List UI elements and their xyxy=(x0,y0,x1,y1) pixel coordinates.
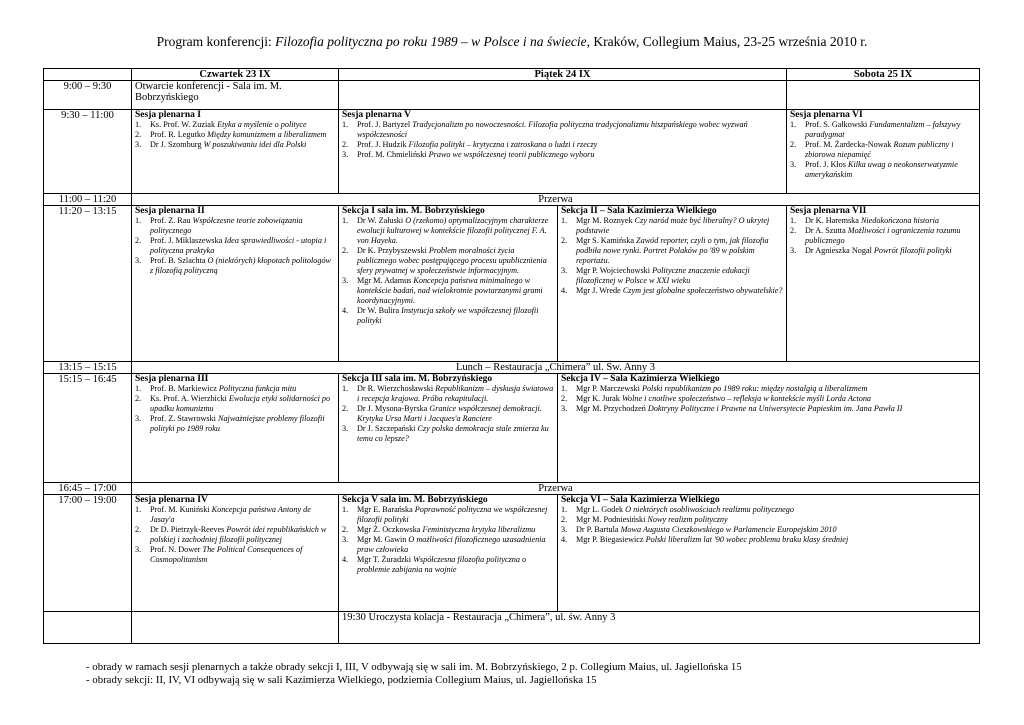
talk-number: 1. xyxy=(342,216,349,225)
speaker-name: Mgr J. Wrede xyxy=(576,286,623,295)
talk-title: Prawo we współczesnej teorii publicznego wyboru xyxy=(428,150,595,159)
speaker-name: Prof. B. Szlachta xyxy=(150,256,208,265)
talk-item xyxy=(790,246,976,256)
talk-item xyxy=(342,384,554,404)
footnotes xyxy=(86,661,742,687)
time-slot: 15:15 – 16:45 xyxy=(44,374,132,483)
speaker-name: Ks. Prof. A. Wierzbicki xyxy=(150,394,229,403)
schedule-table xyxy=(43,68,980,644)
speaker-name: Mgr M. Podniesiński xyxy=(576,515,648,524)
speaker-name: Mgr L. Godek xyxy=(576,505,626,514)
talk-item xyxy=(135,236,335,256)
session-title: Sesja plenarna IV xyxy=(135,495,208,505)
day-friday: Piątek 24 IX xyxy=(339,69,787,81)
talk-list xyxy=(135,505,335,565)
session-cell xyxy=(132,206,339,362)
speaker-name: Mgr P. Marczewski xyxy=(576,384,642,393)
talk-number: 1. xyxy=(135,505,142,514)
talk-item xyxy=(342,140,783,150)
talk-number: 1. xyxy=(135,216,142,225)
speaker-name: Dr J. Mysona-Byrska xyxy=(357,404,430,413)
speaker-name: Prof. Z. Rau xyxy=(150,216,193,225)
talk-title: Granice współczesnej demokracji. Krytyka Ursa Marti i Jacques'a Ranciere xyxy=(357,404,542,423)
session-title: Sesja plenarna VI xyxy=(790,110,863,120)
talk-title: Fundamentalizm – fałszywy paradygmat xyxy=(805,120,961,139)
talk-number: 4. xyxy=(342,555,349,564)
talk-item xyxy=(342,525,554,535)
header-row xyxy=(44,69,980,81)
talk-item xyxy=(790,140,976,160)
session-cell xyxy=(339,206,558,362)
session-title: Sesja plenarna III xyxy=(135,374,209,384)
talk-title: Feministyczna krytyka liberalizmu xyxy=(422,525,536,534)
talk-number: 2. xyxy=(342,246,349,255)
talk-number: 2. xyxy=(790,226,797,235)
speaker-name: Mgr E. Barańska xyxy=(357,505,415,514)
speaker-name: Dr W. Bulira xyxy=(357,306,402,315)
day-thursday: Czwartek 23 IX xyxy=(132,69,339,81)
session-cell xyxy=(787,110,980,194)
speaker-name: Prof. M. Chmieliński xyxy=(357,150,429,159)
speaker-name: Dr A. Szutta xyxy=(805,226,848,235)
talk-list xyxy=(790,120,976,180)
talk-item xyxy=(342,404,554,424)
talk-number: 1. xyxy=(561,216,568,225)
empty-cell xyxy=(339,81,787,110)
speaker-name: Prof. Z. Stawrowski xyxy=(150,414,218,423)
time-slot: 9:30 – 11:00 xyxy=(44,110,132,194)
talk-item xyxy=(342,150,783,160)
talk-title: O niektórych osobliwościach realizmu politycznego xyxy=(625,505,794,514)
session-title: Sesja plenarna II xyxy=(135,206,205,216)
talk-title: Najważniejsze problemy filozofii polityki po 1989 roku xyxy=(150,414,325,433)
speaker-name: Mgr M. Adamus xyxy=(357,276,414,285)
talk-title: Polski liberalizm lat '90 wobec problemu braku klasy średniej xyxy=(645,535,849,544)
time-slot: 11:00 – 11:20 xyxy=(44,194,132,206)
speaker-name: Mgr K. Jurak xyxy=(576,394,622,403)
talk-item xyxy=(135,505,335,525)
talk-title: Republikanizm – dyskusja światowa i recepcja krajowa. Próba rekapitulacji. xyxy=(357,384,554,403)
speaker-name: Mgr P. Wojciechowski xyxy=(576,266,653,275)
speaker-name: Mgr M. Gawin xyxy=(357,535,409,544)
speaker-name: Prof. M. Kuniński xyxy=(150,505,212,514)
session-cell xyxy=(132,374,339,483)
talk-list xyxy=(561,384,976,414)
row-1120 xyxy=(44,206,980,362)
speaker-name: Prof. J. Miklaszewska xyxy=(150,236,225,245)
talk-item xyxy=(135,256,335,276)
talk-title: Czy naród może być liberalny? O ukrytej podstawie xyxy=(576,216,770,235)
talk-title: Rozum publiczny i zbiorowa niepamięć xyxy=(805,140,954,159)
talk-number: 3. xyxy=(561,525,568,534)
talk-number: 2. xyxy=(342,525,349,534)
page-title xyxy=(0,34,1024,50)
empty-cell xyxy=(787,81,980,110)
talk-list xyxy=(342,384,554,444)
session-cell xyxy=(339,374,558,483)
talk-item xyxy=(135,216,335,236)
talk-list xyxy=(790,216,976,256)
talk-number: 3. xyxy=(790,160,797,169)
row-0930 xyxy=(44,110,980,194)
talk-number: 2. xyxy=(135,236,142,245)
talk-item xyxy=(561,394,976,404)
talk-number: 3. xyxy=(342,535,349,544)
talk-number: 1. xyxy=(342,384,349,393)
speaker-name: Prof. N. Dower xyxy=(150,545,203,554)
talk-title: Zawód reporter, czyli o tym, jak filozofia podbiła nowe rynki. Portret Polaków po '89 w polskim reportażu. xyxy=(576,236,769,265)
speaker-name: Prof. R. Legutko xyxy=(150,130,208,139)
time-slot: 17:00 – 19:00 xyxy=(44,495,132,612)
talk-title: Czym jest globalne społeczeństwo obywatelskie? xyxy=(622,286,783,295)
talk-title: Etyka a myślenie o polityce xyxy=(217,120,307,129)
talk-number: 1. xyxy=(790,216,797,225)
speaker-name: Dr R. Wierzchosławski xyxy=(357,384,436,393)
talk-item xyxy=(135,414,335,434)
talk-number: 3. xyxy=(342,276,349,285)
talk-number: 1. xyxy=(561,505,568,514)
talk-number: 1. xyxy=(342,505,349,514)
talk-title: Współczesne teorie zobowiązania politycznego xyxy=(150,216,303,235)
talk-title: Wolne i cnotliwe społeczeństwo – refleksja w kontekście myśli Lorda Actona xyxy=(621,394,872,403)
session-title: Sekcja VI – Sala Kazimierza Wielkiego xyxy=(561,495,720,505)
talk-item xyxy=(790,216,976,226)
talk-item xyxy=(561,216,783,236)
time-slot: 11:20 – 13:15 xyxy=(44,206,132,362)
talk-title: O (rzekomo) optymalizacyjnym charakterze ewolucji kulturowej w kontekście filozofii politycznej F. A. von Hayeka. xyxy=(357,216,549,245)
talk-item xyxy=(135,384,335,394)
talk-number: 4. xyxy=(561,286,568,295)
talk-title: Idea sprawiedliwości - utopia i polityczna praktyka xyxy=(150,236,327,255)
talk-item xyxy=(342,306,554,326)
talk-item xyxy=(790,160,976,180)
time-slot: 13:15 – 15:15 xyxy=(44,362,132,374)
talk-number: 2. xyxy=(561,236,568,245)
talk-title: O (niektórych) kłopotach politologów z filozofią polityczną xyxy=(150,256,331,275)
talk-number: 3. xyxy=(135,414,142,423)
empty-cell xyxy=(132,612,339,644)
talk-title: Koncepcja państwa minimalnego w kontekście badań, nad wielokrotnie powtarzanymi grami koordynacyjnymi. xyxy=(357,276,543,305)
session-cell xyxy=(787,206,980,362)
session-title: Sekcja I sala im. M. Bobrzyńskiego xyxy=(342,206,485,216)
talk-item xyxy=(342,505,554,525)
session-title: Sekcja II – Sala Kazimierza Wielkiego xyxy=(561,206,717,216)
empty-cell xyxy=(44,612,132,644)
talk-number: 1. xyxy=(790,120,797,129)
session-title: Sesja plenarna V xyxy=(342,110,411,120)
speaker-name: Mgr Ż. Oczkowska xyxy=(357,525,423,534)
session-title: Sekcja V sala im. M. Bobrzyńskiego xyxy=(342,495,488,505)
talk-item xyxy=(561,404,976,414)
talk-list xyxy=(342,505,554,575)
session-cell xyxy=(558,374,980,483)
speaker-name: Dr P. Bartula xyxy=(576,525,621,534)
talk-item xyxy=(561,286,783,296)
talk-number: 3. xyxy=(342,150,349,159)
talk-number: 1. xyxy=(135,120,142,129)
talk-item xyxy=(561,525,976,535)
talk-item xyxy=(342,535,554,555)
talk-number: 2. xyxy=(790,140,797,149)
day-saturday: Sobota 25 IX xyxy=(787,69,980,81)
talk-title: Filozofia polityki – krytyczna i zatroskana o ludzi i rzeczy xyxy=(408,140,598,149)
talk-number: 3. xyxy=(561,404,568,413)
speaker-name: Prof. J. Hudzik xyxy=(357,140,409,149)
talk-title: Poprawność polityczna we współczesnej filozofii polityki xyxy=(357,505,548,524)
talk-title: Czy polska demokracja stale zmierza ku temu co lepsze? xyxy=(357,424,549,443)
talk-title: Powrót filozofii polityki xyxy=(873,246,952,255)
talk-item xyxy=(561,384,976,394)
talk-title: Instytucja szkoły we współczesnej filozofii polityki xyxy=(357,306,539,325)
talk-item xyxy=(561,535,976,545)
talk-title: Nowy realizm polityczny xyxy=(647,515,728,524)
lunch-cell: Lunch – Restauracja „Chimera” ul. Św. Anny 3 xyxy=(132,362,980,374)
talk-title: Kilka uwag o neokonserwatyzmie amerykańskim xyxy=(805,160,958,179)
talk-list xyxy=(135,120,335,150)
time-slot: 9:00 – 9:30 xyxy=(44,81,132,110)
session-cell xyxy=(339,495,558,612)
talk-item xyxy=(135,140,335,150)
talk-number: 2. xyxy=(135,394,142,403)
session-title: Sesja plenarna I xyxy=(135,110,201,120)
talk-number: 2. xyxy=(342,404,349,413)
talk-number: 3. xyxy=(135,256,142,265)
speaker-name: Mgr M. Przychodzeń xyxy=(576,404,648,413)
speaker-name: Dr Agnieszka Nogal xyxy=(805,246,874,255)
session-title: Sesja plenarna VII xyxy=(790,206,867,216)
talk-title: The Political Consequences of Cosmopolitanism xyxy=(150,545,303,564)
talk-item xyxy=(135,130,335,140)
talk-title: Polityczna funkcja mitu xyxy=(218,384,297,393)
talk-number: 1. xyxy=(135,384,142,393)
break-cell: Przerwa xyxy=(132,194,980,206)
talk-item xyxy=(342,120,783,140)
speaker-name: Prof. S. Gałkowski xyxy=(805,120,870,129)
session-cell xyxy=(339,110,787,194)
talk-title: Polski republikanizm po 1989 roku: między nostalgią a liberalizmem xyxy=(641,384,868,393)
session-cell xyxy=(558,495,980,612)
talk-title: O możliwości filozoficznego uzasadnienia praw człowieka xyxy=(357,535,546,554)
talk-item xyxy=(135,545,335,565)
session-cell xyxy=(132,110,339,194)
row-0900 xyxy=(44,81,980,110)
talk-title: Koncepcja państwa Antony de Jasay'a xyxy=(150,505,311,524)
talk-item xyxy=(790,120,976,140)
talk-list xyxy=(561,505,976,545)
title-suffix: , Kraków, Collegium Maius, 23-25 września 2010 r. xyxy=(586,34,868,49)
row-dinner xyxy=(44,612,980,644)
session-title: Sekcja IV – Sala Kazimierza Wielkiego xyxy=(561,374,720,384)
talk-number: 2. xyxy=(561,394,568,403)
talk-item xyxy=(342,276,554,306)
corner-cell xyxy=(44,69,132,81)
talk-list xyxy=(342,216,554,326)
talk-item xyxy=(561,236,783,266)
talk-item xyxy=(561,266,783,286)
speaker-name: Prof. J. Kłos xyxy=(805,160,848,169)
talk-number: 2. xyxy=(135,130,142,139)
row-1515 xyxy=(44,374,980,483)
speaker-name: Prof. B. Markiewicz xyxy=(150,384,219,393)
talk-number: 3. xyxy=(790,246,797,255)
talk-title: W poszukiwaniu idei dla Polski xyxy=(203,140,307,149)
time-slot: 16:45 – 17:00 xyxy=(44,483,132,495)
talk-title: Powrót idei republikańskich w polskiej i zachodniej filozofii politycznej xyxy=(150,525,327,544)
speaker-name: Dr J. Szomburg xyxy=(150,140,204,149)
session-cell xyxy=(132,495,339,612)
talk-item xyxy=(342,246,554,276)
talk-number: 3. xyxy=(135,140,142,149)
talk-item xyxy=(342,216,554,246)
talk-number: 4. xyxy=(561,535,568,544)
talk-list xyxy=(135,384,335,434)
talk-title: Doktryny Polityczne i Prawne na Uniwersytecie Papieskim im. Jana Pawła II xyxy=(647,404,903,413)
talk-number: 1. xyxy=(342,120,349,129)
talk-title: Możliwości i ograniczenia rozumu publicznego xyxy=(805,226,961,245)
footnote-line: - obrady sekcji: II, IV, VI odbywają się w sali Kazimierza Wielkiego, podziemia Collegium Maius, ul. Jagiellońska 15 xyxy=(86,674,597,686)
talk-number: 2. xyxy=(135,525,142,534)
talk-item xyxy=(561,505,976,515)
row-1100 xyxy=(44,194,980,206)
talk-list xyxy=(342,120,783,160)
talk-title: Polityczne znaczenie edukacji filozoficznej w Polsce w XXI wieku xyxy=(576,266,750,285)
talk-item xyxy=(342,424,554,444)
talk-title: Współczesna filozofia polityczna o problemie zabijania na wojnie xyxy=(357,555,527,574)
speaker-name: Ks. Prof. W. Zuziak xyxy=(150,120,218,129)
row-1645 xyxy=(44,483,980,495)
speaker-name: Mgr P. Biegasiewicz xyxy=(576,535,646,544)
speaker-name: Prof. J. Bartyzel xyxy=(357,120,413,129)
talk-list xyxy=(135,216,335,276)
talk-number: 3. xyxy=(561,266,568,275)
talk-item xyxy=(561,515,976,525)
talk-title: Tradycjonalizm po nowoczesności. Filozofia polityczna tradycjonalizmu hiszpańskiego wobec wyzwań współczesności xyxy=(357,120,748,139)
break-cell: Przerwa xyxy=(132,483,980,495)
row-1700 xyxy=(44,495,980,612)
row-1315 xyxy=(44,362,980,374)
footnote-line: - obrady w ramach sesji plenarnych a także obrady sekcji I, III, V odbywają się w sali im. M. Bobrzyńskiego, 2 p. Collegium Maius, ul. Jagiellońska 15 xyxy=(86,661,742,673)
speaker-name: Mgr M. Roznyek xyxy=(576,216,635,225)
talk-item xyxy=(135,525,335,545)
title-prefix: Program konferencji: xyxy=(156,34,276,49)
talk-title: Ewolucja etyki solidarności po upadku komunizmu xyxy=(150,394,331,413)
talk-item xyxy=(135,394,335,414)
speaker-name: Mgr T. Żuradzki xyxy=(357,555,414,564)
session-title: Sekcja III sala im. M. Bobrzyńskiego xyxy=(342,374,493,384)
talk-title: Między komunizmem a liberalizmem xyxy=(207,130,327,139)
speaker-name: Dr D. Pietrzyk-Reeves xyxy=(150,525,227,534)
session-cell xyxy=(558,206,787,362)
talk-item xyxy=(135,120,335,130)
talk-item xyxy=(790,226,976,246)
opening-cell: Otwarcie konferencji - Sala im. M. Bobrzyńskiego xyxy=(132,81,339,110)
speaker-name: Prof. M. Żardecka-Nowak xyxy=(805,140,894,149)
talk-title: Niedokończona historia xyxy=(860,216,939,225)
title-conference-name: Filozofia polityczna po roku 1989 – w Polsce i na świecie xyxy=(275,34,587,49)
talk-number: 1. xyxy=(561,384,568,393)
talk-number: 3. xyxy=(342,424,349,433)
speaker-name: Mgr S. Kamińska xyxy=(576,236,637,245)
talk-number: 2. xyxy=(342,140,349,149)
talk-number: 3. xyxy=(135,545,142,554)
speaker-name: Dr K. Haremska xyxy=(805,216,861,225)
talk-title: Mowa Augusta Cieszkowskiego w Parlamencie Europejskim 2010 xyxy=(620,525,837,534)
talk-number: 2. xyxy=(561,515,568,524)
talk-title: Problem moralności życia publicznego wobec postępującego procesu upublicznienia sfery prywatnej w społeczeństwie informacyjnym. xyxy=(357,246,547,275)
dinner-cell: 19:30 Uroczysta kolacja - Restauracja „Chimera”, ul. św. Anny 3 xyxy=(339,612,980,644)
talk-list xyxy=(561,216,783,296)
talk-item xyxy=(342,555,554,575)
speaker-name: Dr J. Szczepański xyxy=(357,424,418,433)
talk-number: 4. xyxy=(342,306,349,315)
speaker-name: Dr W. Załuski xyxy=(357,216,406,225)
speaker-name: Dr K. Przybyszewski xyxy=(357,246,429,255)
